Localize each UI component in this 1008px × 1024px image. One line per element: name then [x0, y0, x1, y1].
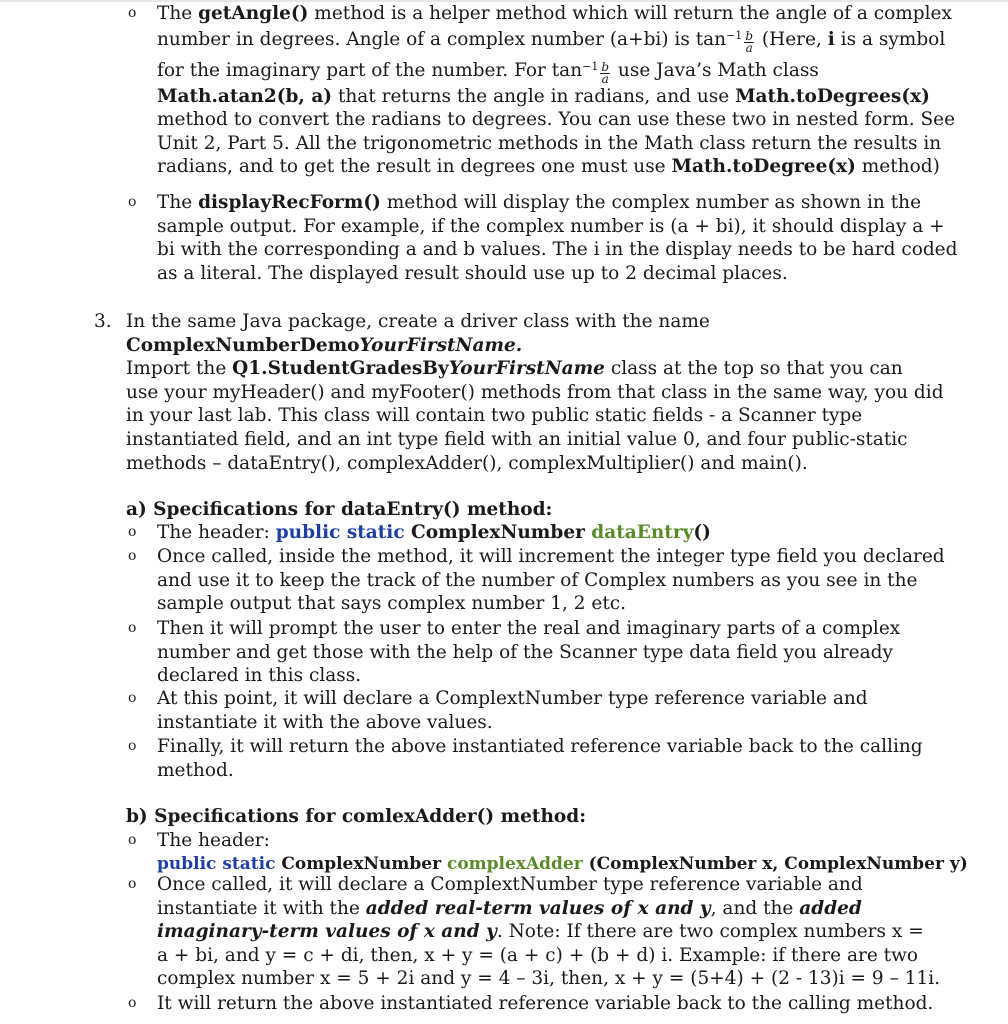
- b-declare-paragraph: Once called, it will declare a ComplextNumber type reference variable and instantiate it with the added real-term values of x and y, and the added imaginary-term values of x and y. Note: If there are two complex numbers x = a + bi, and y = c + di, then, x + y = (a + c) + (b + d) i. Example: if there are two complex number x = 5 + 2i and y = 4 – 3i, then, x + y = (5+4) + (2 - 13)i = 9 – 11i.: [157, 874, 941, 990]
- fraction-b-over-a: $\frac{b}{a}$: [601, 59, 610, 86]
- fraction-b-over-a: $\frac{b}{a}$: [745, 28, 753, 55]
- b-header-paragraph: The header: public static ComplexNumber complexAdder (ComplexNumber x, ComplexNumber y): [157, 830, 968, 874]
- a-header-line: The header: public static ComplexNumber dataEntry(): [157, 522, 711, 543]
- getangle-paragraph: The getAngle() method is a helper method which will return the angle of a complex number in degrees. Angle of a complex number (a+bi) is $\tan^{-1}$ $\frac{b}{a}$ (Here, i is a symbol for the imaginary part of the number. For $\tan^{-1}$ $\frac{b}{a}$ use Java’s Math class Math.atan2(b, a) that returns the angle in radians, and use Math.toDegrees(x) method to convert the radians to degrees. You can use these two in nested form. See Unit 2, Part 5. All the trigonometric methods in the Math class return the results in radians, and to get the result in degrees one must use Math.toDegree(x) method): [157, 3, 956, 178]
- bullet-a-header: o: [128, 524, 137, 540]
- bullet-b-header: o: [128, 832, 137, 848]
- a-declare-paragraph: At this point, it will declare a ComplextNumber type reference variable and instantiate it with the above values.: [157, 688, 868, 733]
- bullet-displayrecform: o: [128, 194, 137, 210]
- bullet-b-return: o: [128, 995, 137, 1011]
- displayrecform-paragraph: The displayRecForm() method will display the complex number as shown in the sample output. For example, if the complex number is (a + bi), it should display a + bi with the corresponding a and b values. The i in the display needs to be hard coded as a literal. The displayed result should use up to 2 decimal places.: [157, 192, 958, 284]
- bullet-a-prompt: o: [128, 620, 137, 636]
- bullet-a-declare: o: [128, 690, 137, 706]
- step3-paragraph: In the same Java package, create a driver class with the name ComplexNumberDemoYourFirstName. Import the Q1.StudentGradesByYourFirstName class at the top so that you can use your myHeader() and myFooter() methods from that class in the same way, you did in your last lab. This class will contain two public static fields - a Scanner type instantiated field, and an int type field with an initial value 0, and four public-static methods – dataEntry(), complexAdder(), complexMultiplier() and main().: [126, 311, 944, 474]
- a-increment-paragraph: Once called, inside the method, it will increment the integer type field you declared and use it to keep the track of the number of Complex numbers as you see in the sample output that says complex number 1, 2 etc.: [157, 546, 945, 615]
- section-a-heading: a) Specifications for dataEntry() method:: [126, 499, 553, 520]
- bullet-a-increment: o: [128, 548, 137, 564]
- getangle-method-name: getAngle(): [198, 3, 309, 24]
- bullet-getangle: o: [128, 5, 137, 21]
- bullet-b-declare: o: [128, 876, 137, 892]
- step-number: 3.: [94, 311, 112, 332]
- bullet-a-return: o: [128, 738, 137, 754]
- displayrecform-method-name: displayRecForm(): [198, 192, 381, 213]
- b-return-paragraph: It will return the above instantiated reference variable back to the calling method.: [157, 993, 934, 1014]
- section-b-heading: b) Specifications for comlexAdder() method:: [126, 806, 587, 827]
- a-return-paragraph: Finally, it will return the above instantiated reference variable back to the calling method.: [157, 736, 923, 781]
- a-prompt-paragraph: Then it will prompt the user to enter the real and imaginary parts of a complex number and get those with the help of the Scanner type data field you already declared in this class.: [157, 618, 901, 687]
